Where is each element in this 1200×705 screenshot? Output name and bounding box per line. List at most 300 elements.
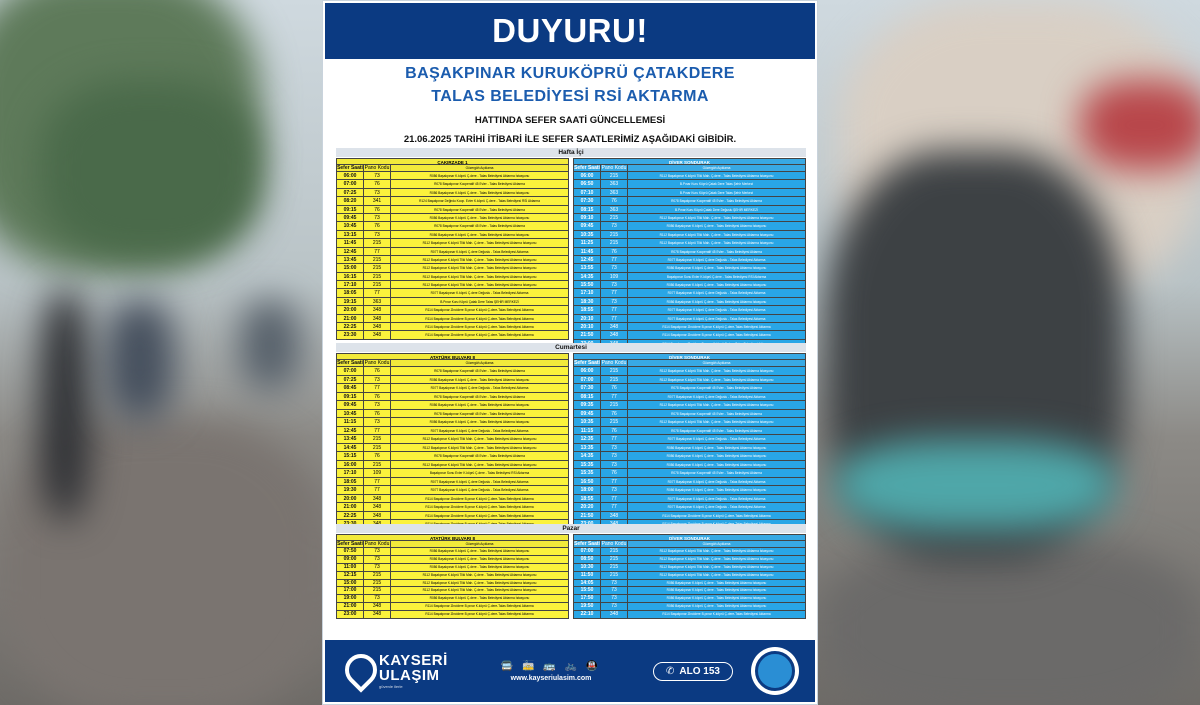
- route-description: R077 Başakpınar K.köprü Ç.dere Değuslu - Talas Belediyesi Aktarma: [667, 257, 766, 262]
- departure-time: 15:50: [574, 281, 601, 288]
- route-code: 363: [601, 206, 628, 213]
- departure-time: 21:00: [337, 603, 364, 610]
- route-code: 77: [601, 315, 628, 322]
- route-code: 77: [364, 478, 391, 486]
- left-schedule-column: [336, 534, 569, 619]
- route-name-line1: BAŞAKPINAR KURUKÖPRÜ ÇATAKDERE: [405, 65, 735, 82]
- route-description: R077 Başakpınar K.köprü Ç.dere Değuslu - Talas Belediyesi Aktarma: [667, 394, 766, 399]
- route-description: B.Pınar Kuru Köprü Çatak Dere Talas Şehir Merkezi: [679, 182, 754, 187]
- table-row: [573, 331, 806, 339]
- route-code: 348: [601, 323, 628, 330]
- municipality-seal-icon: [751, 647, 799, 695]
- column-header: Sefer Saati: [574, 165, 600, 171]
- table-row: [573, 323, 806, 331]
- departure-time: 09:00: [337, 556, 364, 563]
- route-description: R112 Başakpınar K.köprü Tilki Mah. Ç.dere - Talas Belediyesi Aktarma İstasyonu: [659, 377, 774, 382]
- departure-time: 20:00: [337, 495, 364, 503]
- table-row: [573, 435, 806, 444]
- departure-time: 16:50: [574, 478, 601, 486]
- route-code: 76: [364, 222, 391, 229]
- departure-time: 07:00: [574, 376, 601, 384]
- right-schedule-column: [573, 158, 806, 348]
- route-description: Başakpınar Sonu Evler K.köprü Ç.dere - Talas Belediyesi RSİ Aktarma: [429, 471, 530, 475]
- route-description: R077 Başakpınar K.köprü Ç.dere Değuslu - Talas Belediyesi Aktarma: [430, 386, 529, 390]
- schedule-header-row: [336, 165, 569, 172]
- route-code: 215: [364, 444, 391, 452]
- table-row: [573, 172, 806, 180]
- table-row: [336, 580, 569, 588]
- table-row: [336, 564, 569, 572]
- column-header: Güzergâh Açıklama: [702, 542, 731, 546]
- table-row: [573, 461, 806, 470]
- departure-time: 06:00: [574, 172, 601, 179]
- departure-time: 08:50: [574, 556, 601, 563]
- route-description: R112 Başakpınar K.köprü Tilki Mah. Ç.dere - Talas Belediyesi Aktarma İstasyonu: [422, 283, 537, 288]
- route-description: R086 Başakpınar K.köprü Ç.dere - Talas Belediyesi Aktarma İstasyonu: [429, 215, 530, 220]
- route-code: 215: [364, 273, 391, 280]
- departure-time: 14:05: [574, 580, 601, 587]
- table-row: [336, 264, 569, 272]
- route-description: R078 Başakpınar Kooperatif 45 Evler - Talas Belediyesi Aktarma: [671, 411, 762, 416]
- table-row: [573, 580, 806, 588]
- route-description: R114 Başakpınar Zincidere B.pınar K.köprü Ç.dere-Talas Belediyesi Aktarma: [425, 316, 534, 321]
- departure-time: 09:45: [574, 222, 601, 229]
- route-code: 77: [601, 495, 628, 503]
- route-description: R086 Başakpınar K.köprü Ç.dere - Talas Belediyesi Aktarma İstasyonu: [429, 403, 530, 407]
- table-row: [336, 452, 569, 461]
- route-description: R112 Başakpınar K.köprü Tilki Mah. Ç.dere - Talas Belediyesi Aktarma İstasyonu: [422, 257, 537, 262]
- departure-time: 22:10: [574, 611, 601, 618]
- route-code: 348: [364, 495, 391, 503]
- table-row: [573, 197, 806, 205]
- table-row: [573, 393, 806, 402]
- route-code: 77: [601, 256, 628, 263]
- person-blur: [40, 290, 90, 520]
- departure-stop-caption: DİVER SONDURAK: [573, 353, 806, 360]
- route-description: R078 Başakpınar Kooperatif 45 Evler - Talas Belediyesi Aktarma: [434, 411, 525, 416]
- table-row: [336, 503, 569, 512]
- route-code: 73: [364, 595, 391, 602]
- table-row: [573, 611, 806, 619]
- route-code: 73: [601, 595, 628, 602]
- table-row: [336, 486, 569, 495]
- route-description: R114 Başakpınar Zincidere B.pınar K.köprü Ç.dere-Talas Belediyesi Aktarma: [662, 612, 771, 617]
- table-row: [573, 376, 806, 385]
- departure-time: 07:25: [337, 376, 364, 384]
- table-row: [573, 564, 806, 572]
- table-row: [336, 461, 569, 470]
- departure-time: 16:15: [337, 273, 364, 280]
- schedule-day-title: Cumartesi: [336, 343, 806, 352]
- route-code: 215: [364, 461, 391, 469]
- route-description: R078 Başakpınar Kooperatif 45 Evler - Talas Belediyesi Aktarma: [434, 224, 525, 229]
- route-description: R086 Başakpınar K.köprü Ç.dere - Talas Belediyesi Aktarma İstasyonu: [666, 266, 767, 271]
- route-code: 215: [601, 172, 628, 179]
- route-code: 348: [364, 503, 391, 511]
- table-row: [573, 231, 806, 239]
- update-notice: HATTINDA SEFER SAATİ GÜNCELLEMESİ: [474, 115, 666, 126]
- table-row: [336, 410, 569, 419]
- route-description: R077 Başakpınar K.köprü Ç.dere Değuslu - Talas Belediyesi Aktarma: [667, 291, 766, 296]
- route-code: 73: [601, 461, 628, 469]
- website-link[interactable]: www.kayseriulasim.com: [510, 674, 592, 682]
- route-code: 348: [364, 323, 391, 330]
- departure-time: 13:45: [337, 435, 364, 443]
- route-description: R086 Başakpınar K.köprü Ç.dere - Talas Belediyesi Aktarma İstasyonu: [666, 224, 767, 229]
- route-description: R114 Başakpınar Zincidere B.pınar K.köprü Ç.dere-Talas Belediyesi Aktarma: [662, 325, 771, 330]
- departure-time: 07:30: [574, 197, 601, 204]
- table-row: [573, 444, 806, 453]
- route-code: 73: [364, 189, 391, 196]
- route-code: 76: [364, 410, 391, 418]
- route-description: R112 Başakpınar K.köprü Tilki Mah. Ç.dere - Talas Belediyesi Aktarma İstasyonu: [422, 588, 537, 593]
- table-row: [336, 180, 569, 188]
- route-code: 109: [364, 469, 391, 477]
- route-code: 215: [364, 239, 391, 246]
- route-code: 348: [364, 315, 391, 322]
- route-code: 363: [364, 298, 391, 305]
- departure-time: 21:50: [574, 331, 601, 338]
- announcement-poster: [322, 0, 818, 705]
- route-code: 215: [601, 401, 628, 409]
- route-code: 348: [364, 512, 391, 520]
- departure-time: 19:00: [337, 595, 364, 602]
- hotline-badge: [653, 662, 733, 681]
- route-description: R078 Başakpınar Kooperatif 45 Evler - Talas Belediyesi Aktarma: [434, 369, 525, 373]
- route-description: R086 Başakpınar K.köprü Ç.dere - Talas Belediyesi Aktarma İstasyonu: [429, 190, 530, 195]
- table-row: [336, 306, 569, 314]
- route-code: 215: [364, 256, 391, 263]
- column-header: Sefer Saati: [574, 541, 600, 547]
- departure-stop-caption: DİVER SONDURAK: [573, 158, 806, 165]
- route-code: 77: [364, 289, 391, 296]
- route-code: 77: [601, 478, 628, 486]
- route-code: 77: [601, 503, 628, 511]
- route-description: R114 Başakpınar Zincidere B.pınar K.köprü Ç.dere-Talas Belediyesi Aktarma: [662, 333, 771, 338]
- route-description: R086 Başakpınar K.köprü Ç.dere - Talas Belediyesi Aktarma İstasyonu: [666, 299, 767, 304]
- table-row: [573, 410, 806, 419]
- logo-line1: KAYSERİ: [379, 652, 448, 669]
- bus-front-blur: [835, 440, 1115, 530]
- route-description: R112 Başakpınar K.köprü Tilki Mah. Ç.dere - Talas Belediyesi Aktarma İstasyonu: [659, 232, 774, 237]
- route-description: R077 Başakpınar K.köprü Ç.dere Değuslu - Talas Belediyesi Aktarma: [667, 505, 766, 509]
- table-row: [336, 197, 569, 205]
- route-code: 77: [601, 393, 628, 401]
- route-code: 76: [601, 197, 628, 204]
- shop-sign-blur: [1080, 80, 1200, 170]
- departure-time: 09:45: [574, 410, 601, 418]
- route-description: R114 Başakpınar Zincidere B.pınar K.köprü Ç.dere-Talas Belediyesi Aktarma: [425, 612, 534, 617]
- route-code: 73: [364, 548, 391, 555]
- route-code: 215: [364, 435, 391, 443]
- route-description: R086 Başakpınar K.köprü Ç.dere - Talas Belediyesi Aktarma İstasyonu: [429, 549, 530, 553]
- departure-time: 19:15: [337, 298, 364, 305]
- table-row: [336, 469, 569, 478]
- schedule-section: [336, 524, 806, 619]
- route-code: 73: [364, 556, 391, 563]
- departure-time: 17:10: [574, 289, 601, 296]
- schedule-header-row: [573, 541, 806, 548]
- route-code: 73: [364, 401, 391, 409]
- route-code: 77: [601, 435, 628, 443]
- route-code: 215: [364, 587, 391, 594]
- route-description: R112 Başakpınar K.köprü Tilki Mah. Ç.dere - Talas Belediyesi Aktarma İstasyonu: [659, 174, 774, 178]
- departure-time: 10:35: [574, 418, 601, 426]
- route-description: R114 Başakpınar Zincidere B.pınar K.köprü Ç.dere-Talas Belediyesi Aktarma: [425, 505, 534, 509]
- route-code: 73: [601, 603, 628, 610]
- departure-time: 11:15: [574, 427, 601, 435]
- table-row: [336, 393, 569, 402]
- departure-time: 08:20: [337, 197, 364, 204]
- departure-time: 13:15: [337, 231, 364, 238]
- departure-time: 07:25: [337, 189, 364, 196]
- route-code: 73: [601, 587, 628, 594]
- route-description: R078 Başakpınar Kooperatif 45 Evler - Talas Belediyesi Aktarma: [671, 249, 762, 254]
- table-row: [573, 587, 806, 595]
- departure-time: 17:00: [337, 587, 364, 594]
- schedule-day-title: Pazar: [336, 524, 806, 533]
- departure-time: 07:00: [574, 548, 601, 555]
- table-row: [573, 256, 806, 264]
- departure-time: 07:00: [337, 180, 364, 187]
- route-description: R078 Başakpınar Kooperatif 45 Evler - Talas Belediyesi Aktarma: [671, 386, 762, 390]
- route-description: R112 Başakpınar K.köprü Tilki Mah. Ç.dere - Talas Belediyesi Aktarma İstasyonu: [422, 572, 537, 577]
- table-row: [336, 189, 569, 197]
- table-row: [336, 323, 569, 331]
- route-description: R077 Başakpınar K.köprü Ç.dere Değuslu - Talas Belediyesi Aktarma: [430, 428, 529, 433]
- table-row: [573, 206, 806, 214]
- column-header: Pano Kodu: [601, 165, 627, 171]
- route-code: 341: [364, 197, 391, 204]
- route-code: 77: [364, 427, 391, 435]
- route-code: 73: [364, 376, 391, 384]
- route-description: R114 Başakpınar Zincidere B.pınar K.köprü Ç.dere-Talas Belediyesi Aktarma: [662, 513, 771, 518]
- table-row: [336, 239, 569, 247]
- table-row: [573, 548, 806, 556]
- departure-time: 18:00: [574, 486, 601, 494]
- table-row: [336, 248, 569, 256]
- route-code: 215: [601, 564, 628, 571]
- route-code: 73: [601, 444, 628, 452]
- column-header: Sefer Saati: [337, 165, 363, 171]
- departure-time: 12:45: [337, 427, 364, 435]
- column-header: Güzergâh Açıklama: [702, 361, 731, 365]
- route-code: 77: [364, 486, 391, 494]
- departure-time: 09:15: [337, 206, 364, 213]
- route-description: R124 Başakpınar Değirdu Koop. Evler K.köprü Ç.dere - Talas Belediyesi RSİ Aktarma: [419, 199, 540, 204]
- departure-stop-caption: ÇAKIRZADE 1: [336, 158, 569, 165]
- column-header: Pano Kodu: [364, 165, 390, 171]
- route-code: 76: [364, 452, 391, 460]
- table-row: [336, 495, 569, 504]
- route-code: 73: [364, 564, 391, 571]
- departure-time: 17:10: [337, 281, 364, 288]
- hotline-label: ALO 153: [679, 665, 720, 677]
- route-description: R077 Başakpınar K.köprü Ç.dere Değuslu - Talas Belediyesi Aktarma: [430, 488, 529, 492]
- table-row: [573, 495, 806, 504]
- column-header: Sefer Saati: [574, 360, 600, 366]
- column-header: Güzergâh Açıklama: [465, 361, 494, 365]
- table-row: [336, 172, 569, 180]
- route-code: 76: [601, 410, 628, 418]
- route-description: R114 Başakpınar Zincidere B.pınar K.köprü Ç.dere-Talas Belediyesi Aktarma: [425, 604, 534, 609]
- departure-time: 07:10: [574, 189, 601, 196]
- route-code: 215: [364, 281, 391, 288]
- column-header: Pano Kodu: [364, 541, 390, 547]
- departure-time: 17:50: [574, 595, 601, 602]
- departure-time: 15:35: [574, 461, 601, 469]
- route-code: 73: [601, 452, 628, 460]
- route-code: 109: [601, 273, 628, 280]
- departure-time: 20:10: [574, 315, 601, 322]
- table-row: [336, 384, 569, 393]
- table-row: [573, 503, 806, 512]
- route-description: R077 Başakpınar K.köprü Ç.dere Değuslu - Talas Belediyesi Aktarma: [667, 316, 766, 321]
- route-description: R086 Başakpınar K.köprü Ç.dere - Talas Belediyesi Aktarma İstasyonu: [666, 588, 767, 593]
- route-description: R086 Başakpınar K.köprü Ç.dere - Talas Belediyesi Aktarma İstasyonu: [429, 377, 530, 382]
- table-row: [336, 214, 569, 222]
- table-row: [573, 289, 806, 297]
- route-description: R112 Başakpınar K.köprü Tilki Mah. Ç.dere - Talas Belediyesi Aktarma İstasyonu: [422, 437, 537, 441]
- table-row: [573, 418, 806, 427]
- poster-header: [325, 3, 815, 59]
- departure-time: 20:10: [574, 323, 601, 330]
- route-code: 77: [601, 289, 628, 296]
- phone-icon: ✆: [666, 665, 675, 677]
- route-description: R086 Başakpınar K.köprü Ç.dere - Talas Belediyesi Aktarma İstasyonu: [666, 283, 767, 288]
- schedule-header-row: [573, 360, 806, 367]
- left-schedule-column: [336, 353, 569, 529]
- table-row: [573, 512, 806, 521]
- route-description: R077 Başakpınar K.köprü Ç.dere Değuslu - Talas Belediyesi Aktarma: [667, 496, 766, 501]
- departure-time: 13:55: [574, 264, 601, 271]
- departure-time: 15:15: [337, 452, 364, 460]
- departure-time: 10:45: [337, 410, 364, 418]
- departure-time: 15:00: [337, 264, 364, 271]
- departure-time: 18:30: [574, 298, 601, 305]
- departure-time: 12:35: [574, 435, 601, 443]
- table-row: [336, 427, 569, 436]
- table-row: [336, 572, 569, 580]
- departure-time: 19:30: [337, 486, 364, 494]
- route-code: 348: [364, 611, 391, 618]
- route-code: 215: [601, 367, 628, 375]
- departure-time: 15:00: [337, 580, 364, 587]
- column-header: Sefer Saati: [337, 360, 363, 366]
- route-description: B.Pınar Kuru Köprü Çatak Dere Talas Şehir Merkezi: [679, 190, 754, 195]
- departure-stop-caption: ATATÜRK BULVARI 8: [336, 353, 569, 360]
- table-row: [573, 281, 806, 289]
- route-description: R112 Başakpınar K.köprü Tilki Mah. Ç.dere - Talas Belediyesi Aktarma İstasyonu: [422, 462, 537, 467]
- departure-time: 06:50: [574, 180, 601, 187]
- departure-time: 21:50: [574, 512, 601, 520]
- route-description: R077 Başakpınar K.köprü Ç.dere Değuslu - Talas Belediyesi Aktarma: [667, 308, 766, 313]
- table-row: [573, 180, 806, 188]
- road-blur: [820, 540, 1200, 705]
- route-description: B.Pınar Kuru Köprü Çatak Dere Değuslu ŞEHİR MERKEZİ: [675, 207, 758, 212]
- departure-time: 18:05: [337, 289, 364, 296]
- right-schedule-column: [573, 353, 806, 529]
- route-code: 73: [601, 580, 628, 587]
- departure-time: 06:00: [574, 367, 601, 375]
- departure-time: 11:25: [574, 239, 601, 246]
- table-row: [336, 376, 569, 385]
- route-code: 348: [364, 603, 391, 610]
- departure-time: 18:55: [574, 306, 601, 313]
- table-row: [336, 331, 569, 339]
- departure-time: 06:00: [337, 172, 364, 179]
- departure-time: 12:45: [574, 256, 601, 263]
- table-row: [573, 264, 806, 272]
- route-name-line2: TALAS BELEDİYESİ RSİ AKTARMA: [431, 88, 709, 105]
- departure-time: 12:15: [337, 572, 364, 579]
- route-description: R112 Başakpınar K.köprü Tilki Mah. Ç.dere - Talas Belediyesi Aktarma İstasyonu: [422, 241, 537, 246]
- table-row: [573, 315, 806, 323]
- route-description: R086 Başakpınar K.köprü Ç.dere - Talas Belediyesi Aktarma İstasyonu: [429, 596, 530, 601]
- route-description: R114 Başakpınar Zincidere B.pınar K.köprü Ç.dere-Talas Belediyesi Aktarma: [425, 513, 534, 518]
- schedule-header-row: [336, 360, 569, 367]
- departure-time: 18:05: [337, 478, 364, 486]
- route-code: 215: [601, 239, 628, 246]
- table-row: [336, 273, 569, 281]
- table-row: [573, 595, 806, 603]
- table-row: [573, 367, 806, 376]
- route-code: 215: [601, 231, 628, 238]
- route-code: 73: [364, 418, 391, 426]
- route-code: 73: [364, 231, 391, 238]
- departure-time: 12:45: [337, 248, 364, 255]
- table-row: [336, 281, 569, 289]
- route-code: 73: [364, 172, 391, 179]
- route-code: 76: [601, 384, 628, 392]
- table-row: [336, 444, 569, 453]
- departure-time: 14:35: [574, 452, 601, 460]
- route-code: 215: [364, 572, 391, 579]
- route-description: R114 Başakpınar Zincidere B.pınar K.köprü Ç.dere-Talas Belediyesi Aktarma: [425, 325, 534, 330]
- route-code: 76: [364, 180, 391, 187]
- table-row: [573, 298, 806, 306]
- column-header: Güzergâh Açıklama: [465, 542, 494, 546]
- departure-time: 09:35: [574, 401, 601, 409]
- tree-blur: [40, 80, 260, 260]
- departure-time: 19:50: [574, 603, 601, 610]
- route-description: R112 Başakpınar K.köprü Tilki Mah. Ç.dere - Talas Belediyesi Aktarma İstasyonu: [659, 549, 774, 553]
- route-description: R112 Başakpınar K.köprü Tilki Mah. Ç.dere - Talas Belediyesi Aktarma İstasyonu: [659, 403, 774, 407]
- departure-time: 14:45: [337, 444, 364, 452]
- poster-title: DUYURU!: [492, 12, 648, 49]
- column-header: Güzergâh Açıklama: [465, 166, 494, 170]
- route-description: R112 Başakpınar K.köprü Tilki Mah. Ç.dere - Talas Belediyesi Aktarma İstasyonu: [659, 564, 774, 569]
- route-code: 215: [601, 376, 628, 384]
- table-row: [336, 587, 569, 595]
- table-row: [573, 384, 806, 393]
- route-description: R086 Başakpınar K.köprü Ç.dere - Talas Belediyesi Aktarma İstasyonu: [429, 420, 530, 424]
- table-row: [336, 512, 569, 521]
- schedule-section: [336, 148, 806, 348]
- column-header: Pano Kodu: [364, 360, 390, 366]
- route-code: 363: [601, 180, 628, 187]
- departure-time: 11:45: [574, 248, 601, 255]
- table-row: [573, 478, 806, 487]
- route-code: 76: [601, 469, 628, 477]
- table-row: [573, 239, 806, 247]
- table-row: [336, 435, 569, 444]
- departure-time: 07:00: [337, 367, 364, 375]
- route-code: 76: [601, 427, 628, 435]
- departure-time: 08:45: [337, 384, 364, 392]
- table-row: [336, 418, 569, 427]
- schedule-header-row: [336, 541, 569, 548]
